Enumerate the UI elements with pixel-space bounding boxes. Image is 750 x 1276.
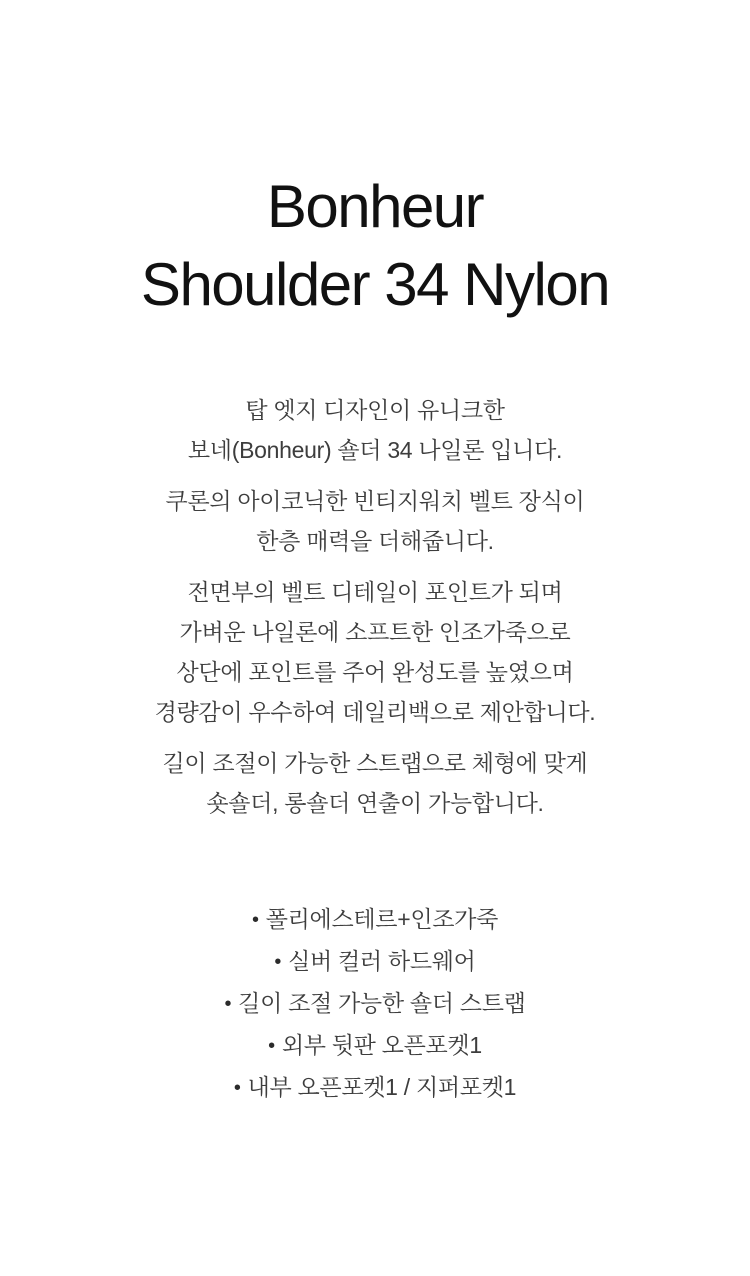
description-line: 보네(Bonheur) 숄더 34 나일론 입니다. — [187, 437, 563, 463]
feature-item-label: 실버 컬러 하드웨어 — [288, 948, 476, 974]
description-line: 탑 엣지 디자인이 유니크한 — [245, 397, 505, 423]
feature-item-label: 길이 조절 가능한 숄더 스트랩 — [238, 990, 526, 1016]
description-line: 전면부의 벨트 디테일이 포인트가 되며 — [187, 579, 563, 605]
description-line: 경량감이 우수하여 데일리백으로 제안합니다. — [154, 699, 596, 725]
feature-list — [0, 899, 750, 1109]
description-paragraph-3 — [0, 572, 750, 732]
description-line: 숏숄더, 롱숄더 연출이 가능합니다. — [206, 790, 544, 816]
description-paragraph-2 — [0, 481, 750, 561]
description-line: 길이 조절이 가능한 스트랩으로 체형에 맞게 — [162, 750, 588, 776]
feature-item-strap — [0, 983, 750, 1025]
bullet-icon: • — [274, 951, 282, 973]
description-line: 쿠론의 아이코닉한 빈티지워치 벨트 장식이 — [165, 488, 585, 514]
feature-item-material — [0, 899, 750, 941]
feature-item-label: 내부 오픈포켓1 / 지퍼포켓1 — [247, 1074, 517, 1100]
description-line: 가벼운 나일론에 소프트한 인조가죽으로 — [179, 619, 571, 645]
product-description — [0, 390, 750, 823]
bullet-icon: • — [251, 909, 259, 931]
bullet-icon: • — [268, 1035, 275, 1057]
bullet-icon: • — [233, 1077, 241, 1099]
description-paragraph-4 — [0, 743, 750, 823]
feature-item-label: 외부 뒷판 오픈포켓1 — [281, 1032, 482, 1058]
description-paragraph-1 — [0, 390, 750, 470]
product-title-line-2: Shoulder 34 Nylon — [140, 251, 610, 318]
description-line: 한층 매력을 더해줍니다. — [256, 528, 494, 554]
description-line: 상단에 포인트를 주어 완성도를 높였으며 — [176, 659, 574, 685]
product-title — [0, 168, 750, 324]
feature-item-outer-pocket — [0, 1025, 750, 1067]
feature-item-inner-pocket — [0, 1067, 750, 1109]
feature-item-hardware — [0, 941, 750, 983]
product-title-line-1: Bonheur — [266, 173, 484, 240]
feature-item-label: 폴리에스테르+인조가죽 — [265, 906, 498, 932]
bullet-icon: • — [224, 993, 232, 1015]
